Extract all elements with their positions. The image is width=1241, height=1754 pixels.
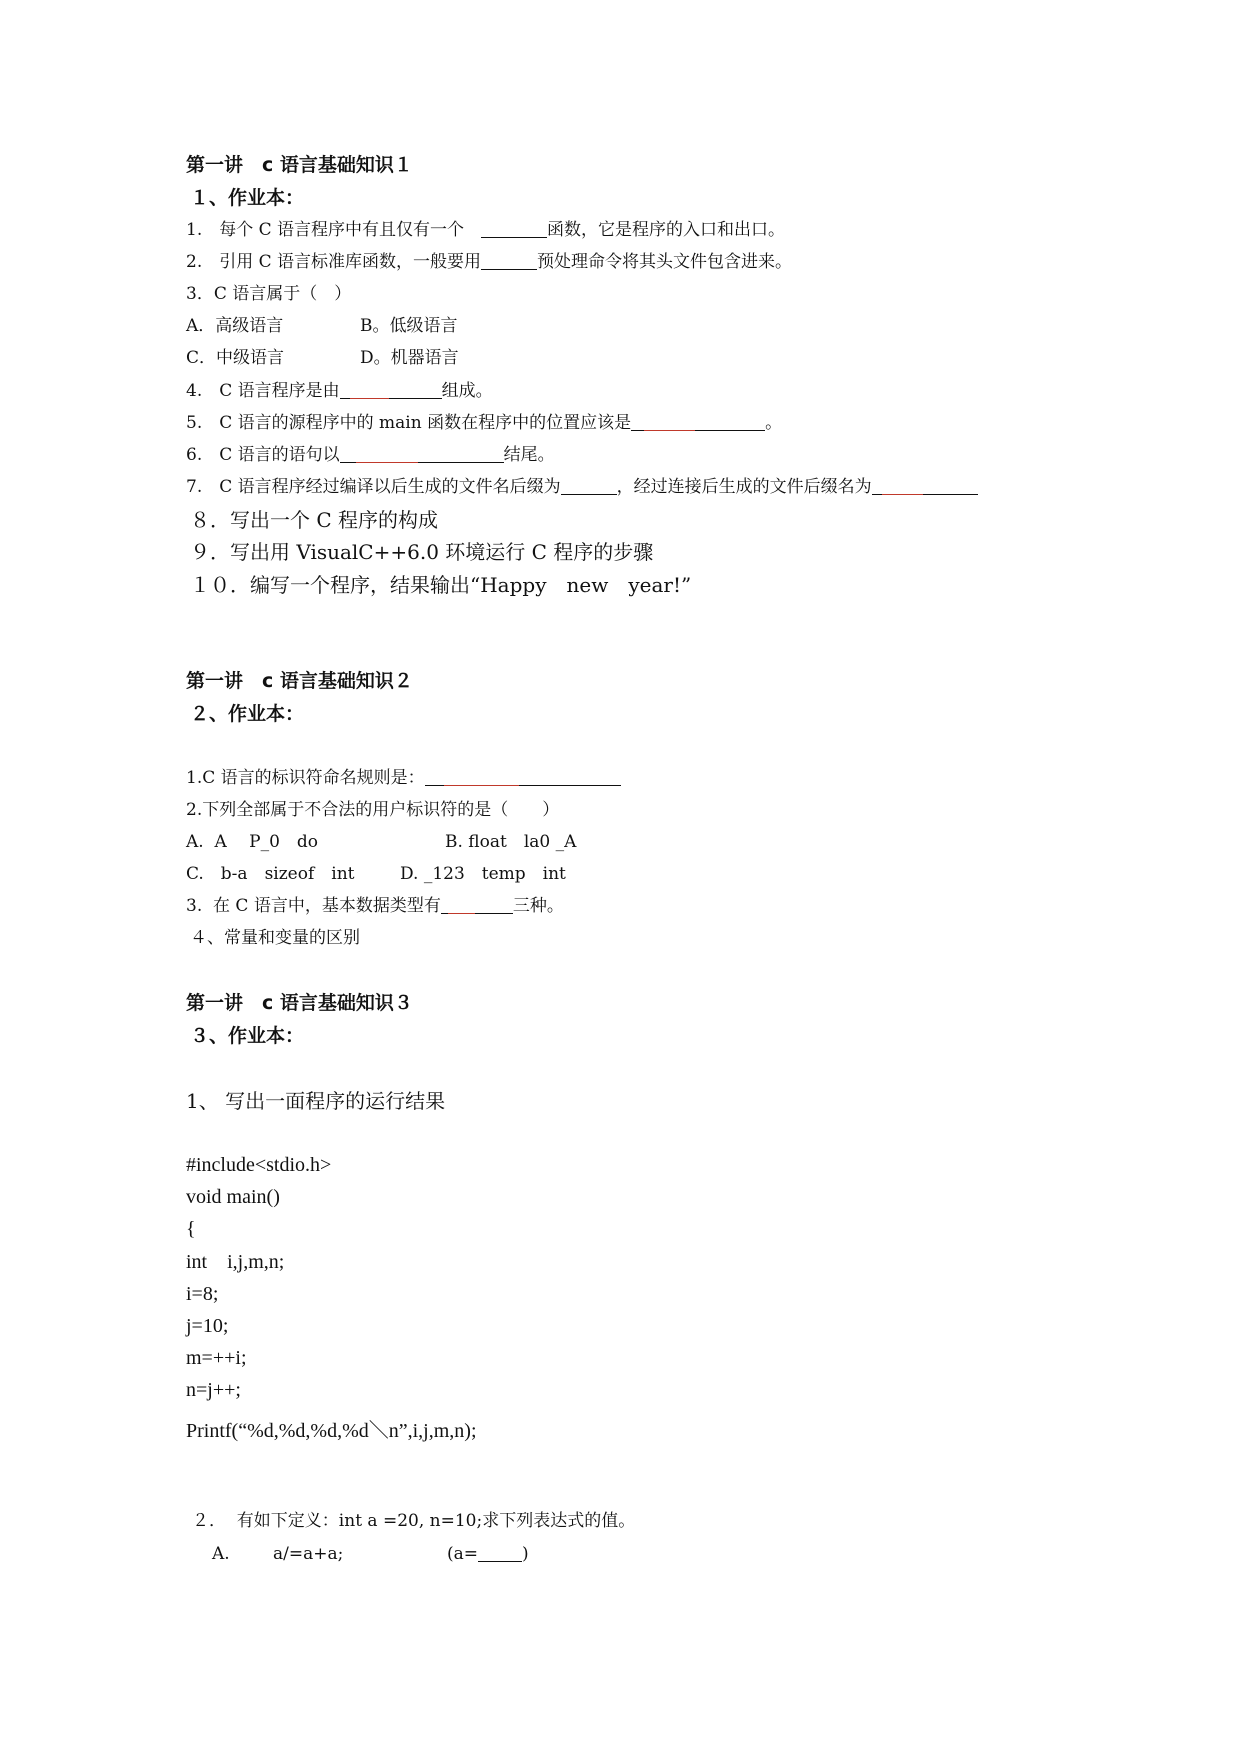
s2-question-4: ４、常量和变量的区别 — [190, 928, 360, 948]
s2-q3-blank — [441, 909, 513, 911]
s1-question-3: 3．C 语言属于（ ） — [186, 284, 352, 304]
s1-question-4 — [186, 380, 493, 402]
s2-q1-blank — [425, 781, 621, 783]
s3-q2-a-result-text: (a= — [447, 1544, 479, 1564]
section2-subtitle: ２、作业本： — [190, 703, 305, 725]
section2-title: 第一讲 c 语言基础知识２ — [186, 670, 413, 692]
s1-q7-blank-2 — [872, 490, 978, 492]
code-line: void main() — [186, 1186, 280, 1208]
s1-q5-text: 5. C 语言的源程序中的 main 函数在程序中的位置应该是 — [186, 413, 632, 433]
s1-q2-blank — [481, 265, 537, 267]
s3-question-1: 1、 写出一面程序的运行结果 — [186, 1089, 446, 1113]
s1-q4-text-end: 组成。 — [441, 381, 493, 401]
s3-question-2: ２． 有如下定义：int a =20, n=10;求下列表达式的值。 — [192, 1511, 636, 1531]
section3-subtitle: ３、作业本： — [190, 1025, 305, 1047]
s2-q1-text: 1.C 语言的标识符命名规则是： — [186, 768, 425, 788]
s2-q2-option-a: A. A P_0 do — [186, 832, 319, 852]
s3-q2-a-blank — [478, 1557, 522, 1559]
s2-q3-text-end: 三种。 — [512, 896, 564, 916]
s1-q6-text-end: 结尾。 — [503, 445, 555, 465]
s1-q1-blank — [481, 233, 547, 235]
s1-q4-blank — [340, 394, 442, 396]
code-line: i=8; — [186, 1283, 219, 1305]
code-line: Printf(“%d,%d,%d,%d＼n”,i,j,m,n); — [186, 1420, 477, 1442]
s2-question-3 — [186, 895, 564, 917]
s1-q6-text: 6. C 语言的语句以 — [186, 445, 340, 465]
s1-q4-text: 4. C 语言程序是由 — [186, 381, 340, 401]
s2-q2-option-b: B. float la0 _A — [445, 832, 577, 852]
s1-question-2 — [186, 251, 792, 273]
code-line: { — [186, 1218, 196, 1240]
s1-q6-blank — [340, 458, 504, 460]
s3-q2-a-result-text-end: ) — [522, 1544, 529, 1564]
s1-question-8: ８．写出一个 C 程序的构成 — [190, 508, 439, 532]
s1-question-1 — [186, 219, 785, 241]
s1-q7-text-mid: ，经过连接后生成的文件后缀名为 — [616, 477, 872, 497]
s1-q7-blank-1 — [561, 490, 617, 492]
s3-q2-option-a-result — [447, 1543, 529, 1565]
s1-q3-option-b: B。低级语言 — [360, 316, 458, 336]
s1-question-5 — [186, 412, 782, 434]
s3-q2-option-a-expression: a/=a+a; — [273, 1544, 344, 1564]
s1-q5-blank — [631, 426, 765, 428]
s1-question-6 — [186, 444, 555, 466]
s1-q2-text: 2. 引用 C 语言标准库函数，一般要用 — [186, 252, 482, 272]
code-line: #include<stdio.h> — [186, 1154, 332, 1176]
section1-title: 第一讲 c 语言基础知识１ — [186, 154, 413, 176]
s2-question-1 — [186, 767, 621, 789]
s2-q2-option-c: C. b-a sizeof int — [186, 864, 355, 884]
s1-q2-text-end: 预处理命令将其头文件包含进来。 — [537, 252, 793, 272]
s1-q1-text-end: 函数，它是程序的入口和出口。 — [547, 220, 786, 240]
s1-q3-option-c: C．中级语言 — [186, 348, 285, 368]
section3-title: 第一讲 c 语言基础知识３ — [186, 992, 413, 1014]
s1-q7-text: 7. C 语言程序经过编译以后生成的文件名后缀为 — [186, 477, 561, 497]
s1-question-10: １０．编写一个程序，结果输出“Happy new year!” — [190, 573, 692, 597]
s1-q1-text: 1. 每个 C 语言程序中有且仅有一个 — [186, 220, 482, 240]
code-line: int i,j,m,n; — [186, 1251, 285, 1273]
s1-q5-text-end: 。 — [765, 413, 783, 433]
code-line: j=10; — [186, 1315, 229, 1337]
s1-question-7 — [186, 476, 978, 498]
code-line: m=++i; — [186, 1347, 247, 1369]
s1-q3-option-a: A．高级语言 — [186, 316, 284, 336]
s2-question-2: 2.下列全部属于不合法的用户标识符的是（ ） — [186, 800, 560, 820]
code-line: n=j++; — [186, 1379, 241, 1401]
s2-q2-option-d: D. _123 temp int — [400, 864, 566, 884]
section1-subtitle: １、作业本： — [190, 187, 305, 209]
s3-q2-option-a-label: A. — [212, 1544, 230, 1564]
s1-question-9: ９．写出用 VisualC++6.0 环境运行 C 程序的步骤 — [190, 540, 654, 564]
s1-q3-option-d: D。机器语言 — [360, 348, 459, 368]
s2-q3-text: 3. 在 C 语言中，基本数据类型有 — [186, 896, 441, 916]
